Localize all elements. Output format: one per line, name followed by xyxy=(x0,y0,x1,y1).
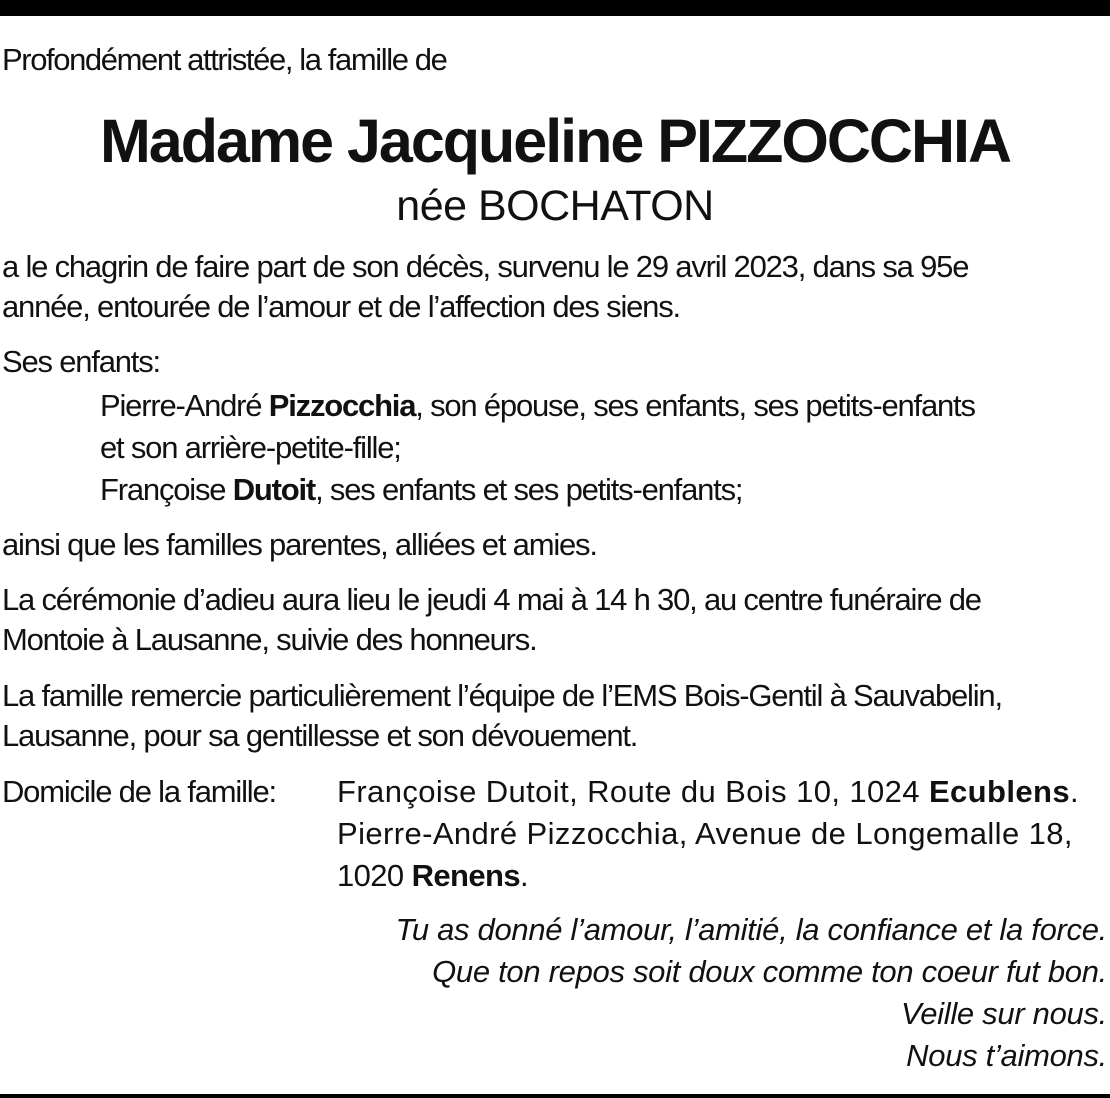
announcement-line-1: a le chagrin de faire part de son décès, survenu le 29 avril 2023, dans sa 95e xyxy=(2,249,969,284)
poem-line-3: Veille sur nous. xyxy=(901,996,1107,1031)
thanks-line-2: Lausanne, pour sa gentillesse et son dévouement. xyxy=(2,718,638,753)
child-1-surname: Pizzocchia xyxy=(268,388,416,423)
thanks-line-1: La famille remercie particulièrement l’équipe de l’EMS Bois-Gentil à Sauvabelin, xyxy=(2,678,1002,713)
deceased-name: Madame Jacqueline PIZZOCCHIA xyxy=(99,107,1011,175)
child-2-family: , ses enfants et ses petits-enfants; xyxy=(315,472,743,507)
child-2-surname: Dutoit xyxy=(232,472,316,507)
maiden-name: née BOCHATON xyxy=(396,182,714,230)
poem-line-1: Tu as donné l’amour, l’amitié, la confiance et la force. xyxy=(395,912,1107,947)
child-1-continuation: et son arrière-petite-fille; xyxy=(100,430,401,465)
child-1-first-name: Pierre-André xyxy=(100,388,269,423)
child-2-first-name: Françoise xyxy=(100,472,233,507)
relatives-text: ainsi que les familles parentes, alliées et amies. xyxy=(2,527,597,562)
poem-line-4: Nous t’aimons. xyxy=(906,1038,1107,1073)
child-2-line xyxy=(100,471,742,509)
address-2: Pierre-André Pizzocchia, Avenue de Longemalle 18, xyxy=(337,816,1073,851)
address-3-city: Renens xyxy=(411,858,520,893)
ceremony-line-2: Montoie à Lausanne, suivie des honneurs. xyxy=(2,622,537,657)
address-1-period: . xyxy=(1070,774,1080,809)
address-1 xyxy=(337,773,1079,811)
children-label: Ses enfants: xyxy=(2,344,160,379)
child-1-family: , son épouse, ses enfants, ses petits-enfants xyxy=(415,388,975,423)
poem-line-2: Que ton repos soit doux comme ton coeur fut bon. xyxy=(432,954,1107,989)
bottom-rule xyxy=(0,1094,1110,1098)
address-3-period: . xyxy=(519,858,528,893)
address-1-city: Ecublens xyxy=(928,774,1070,809)
ceremony-line-1: La cérémonie d’adieu aura lieu le jeudi 4 mai à 14 h 30, au centre funéraire de xyxy=(2,582,981,617)
top-rule xyxy=(0,0,1110,16)
address-3 xyxy=(337,857,528,895)
announcement-line-2: année, entourée de l’amour et de l’affection des siens. xyxy=(2,289,680,324)
child-1-line xyxy=(100,387,975,425)
address-1-text: Françoise Dutoit, Route du Bois 10, 1024 xyxy=(337,774,929,809)
intro-text: Profondément attristée, la famille de xyxy=(2,42,447,77)
address-3-text: 1020 xyxy=(337,858,412,893)
domicile-label: Domicile de la famille: xyxy=(2,774,276,809)
